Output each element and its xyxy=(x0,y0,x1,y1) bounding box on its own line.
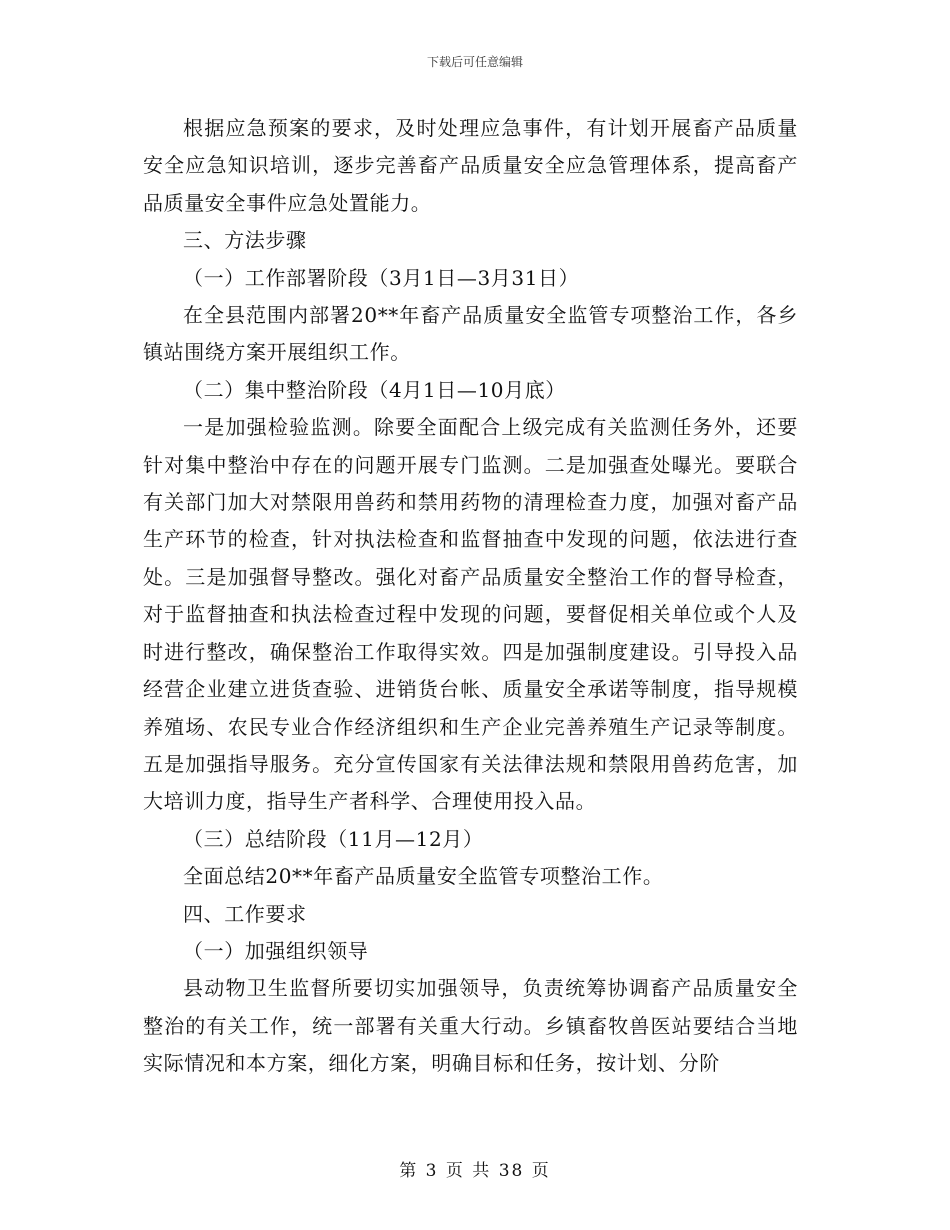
paragraph-emergency-plan: 根据应急预案的要求，及时处理应急事件，有计划开展畜产品质量安全应急知识培训，逐步完善畜产品质量安全应急管理体系，提高畜产品质量安全事件应急处置能力。 xyxy=(143,116,798,215)
paragraph-summary: 全面总结20**年畜产品质量安全监管专项整治工作。 xyxy=(183,864,664,889)
document-body xyxy=(143,110,798,1083)
heading-work-requirements: 四、工作要求 xyxy=(183,901,307,926)
paragraph-organization: 县动物卫生监督所要切实加强领导，负责统筹协调畜产品质量安全整治的有关工作，统一部署有关重大行动。乡镇畜牧兽医站要结合当地实际情况和本方案，细化方案，明确目标和任务，按计划、分阶 xyxy=(143,976,798,1076)
paragraph-rectification: 一是加强检验监测。除要全面配合上级完成有关监测任务外，还要针对集中整治中存在的问题开展专门监测。二是加强查处曝光。要联合有关部门加大对禁限用兽药和禁用药物的清理检查力度，加强对畜产品生产环节的检查，针对执法检查和监督抽查中发现的问题，依法进行查处。三是加强督导整改。强化对畜产品质量安全整治工作的督导检查，对于监督抽查和执法检查过程中发现的问题，要督促相关单位或个人及时进行整改，确保整治工作取得实效。四是加强制度建设。引导投入品经营企业建立进货查验、进销货台帐、质量安全承诺等制度，指导规模养殖场、农民专业合作经济组织和生产企业完善养殖生产记录等制度。五是加强指导服务。充分宣传国家有关法律法规和禁限用兽药危害，加大培训力度，指导生产者科学、合理使用投入品。 xyxy=(143,415,798,814)
subheading-deployment-stage: （一）工作部署阶段（3月1日—3月31日） xyxy=(183,265,580,290)
heading-methods-steps: 三、方法步骤 xyxy=(183,228,307,253)
paragraph-deployment: 在全县范围内部署20**年畜产品质量安全监管专项整治工作，各乡镇站围绕方案开展组织工作。 xyxy=(143,303,798,365)
page-header-note: 下载后可任意编辑 xyxy=(426,55,523,69)
subheading-organization: （一）加强组织领导 xyxy=(183,938,369,963)
subheading-rectification-stage: （二）集中整治阶段（4月1日—10月底） xyxy=(183,377,566,402)
page-number-footer: 第 3 页 共 38 页 xyxy=(399,1161,551,1181)
subheading-summary-stage: （三）总结阶段（11月—12月） xyxy=(183,826,484,851)
